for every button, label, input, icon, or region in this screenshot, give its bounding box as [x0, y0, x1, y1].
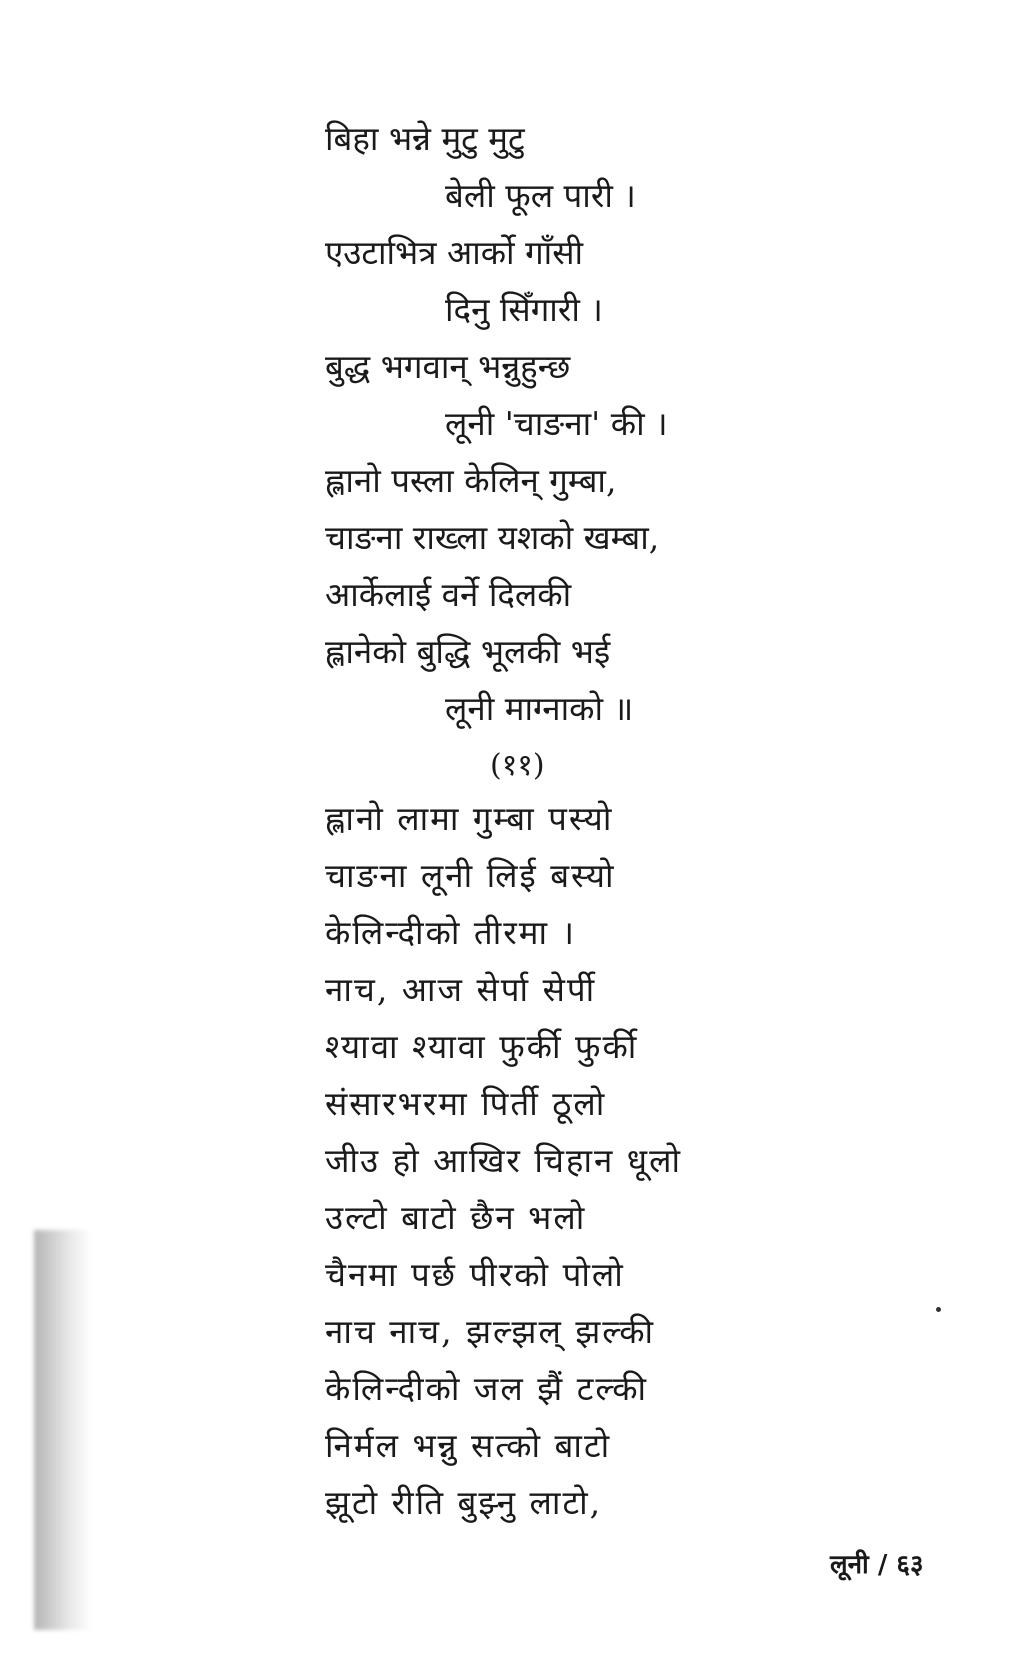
scan-shadow: [34, 1230, 92, 1630]
poem-line: उल्टो बाटो छैन भलो: [325, 1198, 587, 1237]
page-number: ६३: [896, 1550, 924, 1580]
poem-line: लूनी 'चाङना' की ।: [445, 404, 668, 443]
poem-stanza-second: [325, 790, 785, 1531]
footer-separator: /: [877, 1550, 888, 1580]
poem-line: ह्लानो पस्ला केलिन् गुम्बा,: [325, 461, 617, 500]
poem-line: केलिन्दीको जल झैं टल्की: [325, 1369, 649, 1408]
poem-line: आर्केलाई वर्ने दिलकी: [325, 575, 572, 614]
poem-line: नाच, आज सेर्पा सेर्पी: [325, 970, 597, 1009]
poem-line: लूनी माग्नाको ॥: [445, 689, 634, 728]
poem-line: जीउ हो आखिर चिहान धूलो: [325, 1141, 683, 1180]
poem-line: दिनु सिँगारी ।: [445, 290, 603, 329]
poem-line: एउटाभित्र आर्को गाँसी: [325, 233, 584, 272]
poem-line: बेली फूल पारी ।: [445, 176, 636, 215]
poem-line: केलिन्दीको तीरमा ।: [325, 913, 577, 952]
poem-line: बुद्ध भगवान् भन्नुहुन्छ: [325, 347, 571, 386]
stanza-number: (११): [490, 748, 545, 783]
poem-line: झूटो रीति बुझ्नु लाटो,: [325, 1483, 603, 1522]
poem-line: चैनमा पर्छ पीरको पोलो: [325, 1255, 625, 1294]
poem-line: निर्मल भन्नु सत्को बाटो: [325, 1426, 612, 1465]
poem-line: श्यावा श्यावा फुर्की फुर्की: [325, 1027, 639, 1066]
poem-line: बिहा भन्ने मुटु मुटु: [325, 119, 525, 158]
poem-line: नाच नाच, झल्झल् झल्की: [325, 1312, 656, 1351]
poem-line: ह्लानो लामा गुम्बा पस्यो: [325, 799, 614, 838]
poem-line: ह्लानेको बुद्धि भूलकी भई: [325, 632, 611, 671]
poem-line: संसारभरमा पिर्ती ठूलो: [325, 1084, 607, 1123]
page-footer: [830, 1545, 923, 1581]
scan-speck: [936, 1307, 941, 1312]
poem-stanza-first: [325, 110, 785, 794]
book-title: लूनी: [830, 1550, 869, 1580]
poem-line: चाङना लूनी लिई बस्यो: [325, 856, 616, 895]
poem-line: चाङना राख्ला यशको खम्बा,: [325, 518, 660, 557]
